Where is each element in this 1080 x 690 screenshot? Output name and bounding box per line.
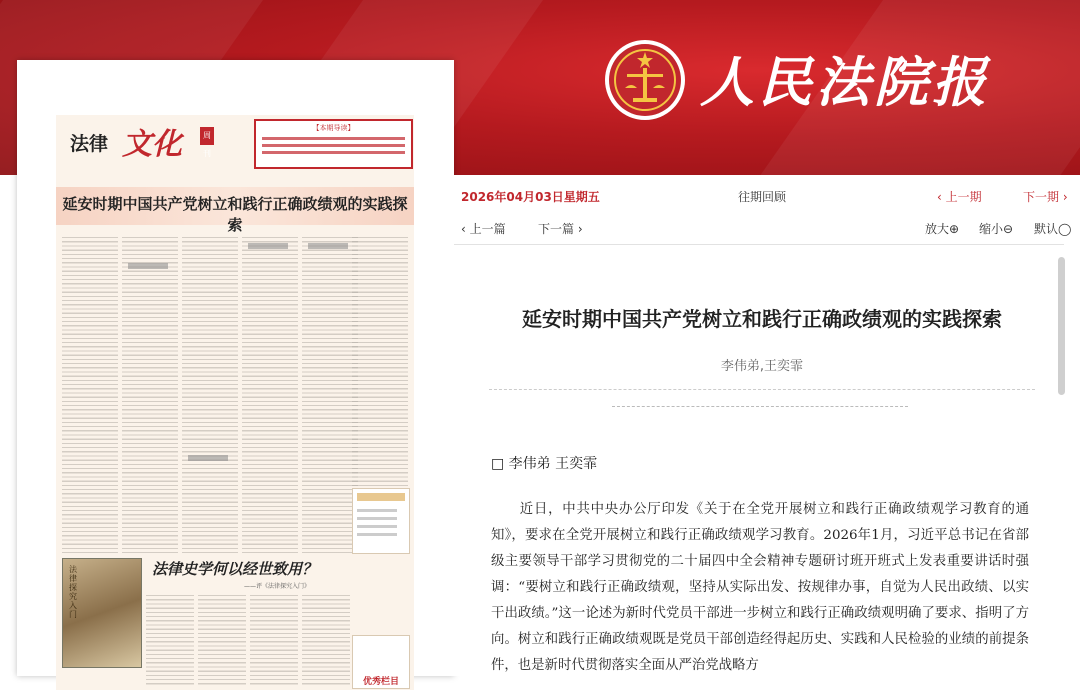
past-issues-link[interactable]: 往期回顾 xyxy=(738,190,787,204)
preview-box xyxy=(254,119,413,169)
text-column xyxy=(242,237,298,555)
section-name-a: 法律 xyxy=(70,133,109,155)
subheading-mark xyxy=(248,243,288,249)
text-column xyxy=(182,237,238,555)
text-column xyxy=(302,237,358,555)
info-line xyxy=(357,525,397,528)
section-seal: 周刊 xyxy=(200,127,214,145)
page-content xyxy=(56,115,414,690)
preview-line xyxy=(262,137,405,140)
excellent-column-badge xyxy=(352,635,410,689)
subheading-mark xyxy=(308,243,348,249)
article-title: 延安时期中国共产党树立和践行正确政绩观的实践探索 xyxy=(522,307,1002,331)
body-byline: □ 李伟弟 王奕霏 xyxy=(491,456,598,472)
issue-date: 2026年04月03日星期五 xyxy=(461,190,600,204)
next-issue-link[interactable]: 下一期 › xyxy=(1023,190,1068,204)
scrollbar[interactable] xyxy=(1058,257,1065,395)
masthead-title: 人民法院报 xyxy=(700,50,990,114)
info-line xyxy=(357,533,397,536)
page-headline[interactable]: 延安时期中国共产党树立和践行正确政绩观的实践探索 xyxy=(62,195,408,234)
preview-heading: 【本期导读】 xyxy=(312,124,355,132)
section-name-b: 文化 xyxy=(122,127,182,162)
zoom-default-button[interactable]: 默认◯ xyxy=(1034,222,1072,236)
text-column xyxy=(250,595,298,687)
info-line xyxy=(357,509,397,512)
second-subheadline: ——评《法律探究入门》 xyxy=(244,583,311,590)
book-cover-image xyxy=(62,558,142,668)
toolbar-divider xyxy=(454,244,1064,245)
second-headline[interactable]: 法律史学何以经世致用？ xyxy=(152,560,318,578)
text-column xyxy=(146,595,194,687)
prev-issue-link[interactable]: ‹ 上一期 xyxy=(937,190,982,204)
dashed-divider xyxy=(489,389,1035,390)
dashed-divider xyxy=(612,406,908,407)
badge-label: 优秀栏目 xyxy=(363,677,400,687)
court-emblem-icon xyxy=(603,38,687,122)
preview-line xyxy=(262,151,405,154)
text-column xyxy=(62,237,118,555)
subheading-mark xyxy=(188,455,228,461)
text-column xyxy=(302,595,350,687)
text-column xyxy=(122,237,178,555)
prev-article-link[interactable]: ‹ 上一篇 xyxy=(461,222,506,236)
article-body-text: 近日，中共中央办公厅印发《关于在全党开展树立和践行正确政绩观学习教育的通知》，要求在全党开展树立和践行正确政绩观学习教育。2026年1月，习近平总书记在省部级主要领导干部学习贯彻党的二十届四中全会精神专题研讨班开班式上发表重要讲话时强调：“要树立和践行正确政绩观，坚持从实际出发、按规律办事，自觉为人民出政绩、以实干出政绩。”这一论述为新时代党员干部进一步树立和践行正确政绩观明确了要求、指明了方向。树立和践行正确政绩观既是党员干部创造经得起历史、实践和人民检验的业绩的前提条件，也是新时代贯彻落实全面从严治党战略方 xyxy=(491,502,1029,673)
subheading-mark xyxy=(128,263,168,269)
text-column xyxy=(352,237,408,487)
zoom-out-button[interactable]: 缩小⊖ xyxy=(979,222,1014,236)
article-body xyxy=(491,497,1029,679)
preview-line xyxy=(262,144,405,147)
article-author: 李伟弟,王奕霏 xyxy=(720,359,804,374)
next-article-link[interactable]: 下一篇 › xyxy=(538,222,583,236)
info-box-header xyxy=(357,493,405,501)
text-column xyxy=(198,595,246,687)
info-box xyxy=(352,488,410,554)
article-reader xyxy=(454,175,1080,676)
info-line xyxy=(357,517,397,520)
newspaper-page-preview[interactable] xyxy=(17,60,454,687)
zoom-in-button[interactable]: 放大⊕ xyxy=(925,222,960,236)
book-cover-art: 法律探究入门 xyxy=(69,565,77,619)
